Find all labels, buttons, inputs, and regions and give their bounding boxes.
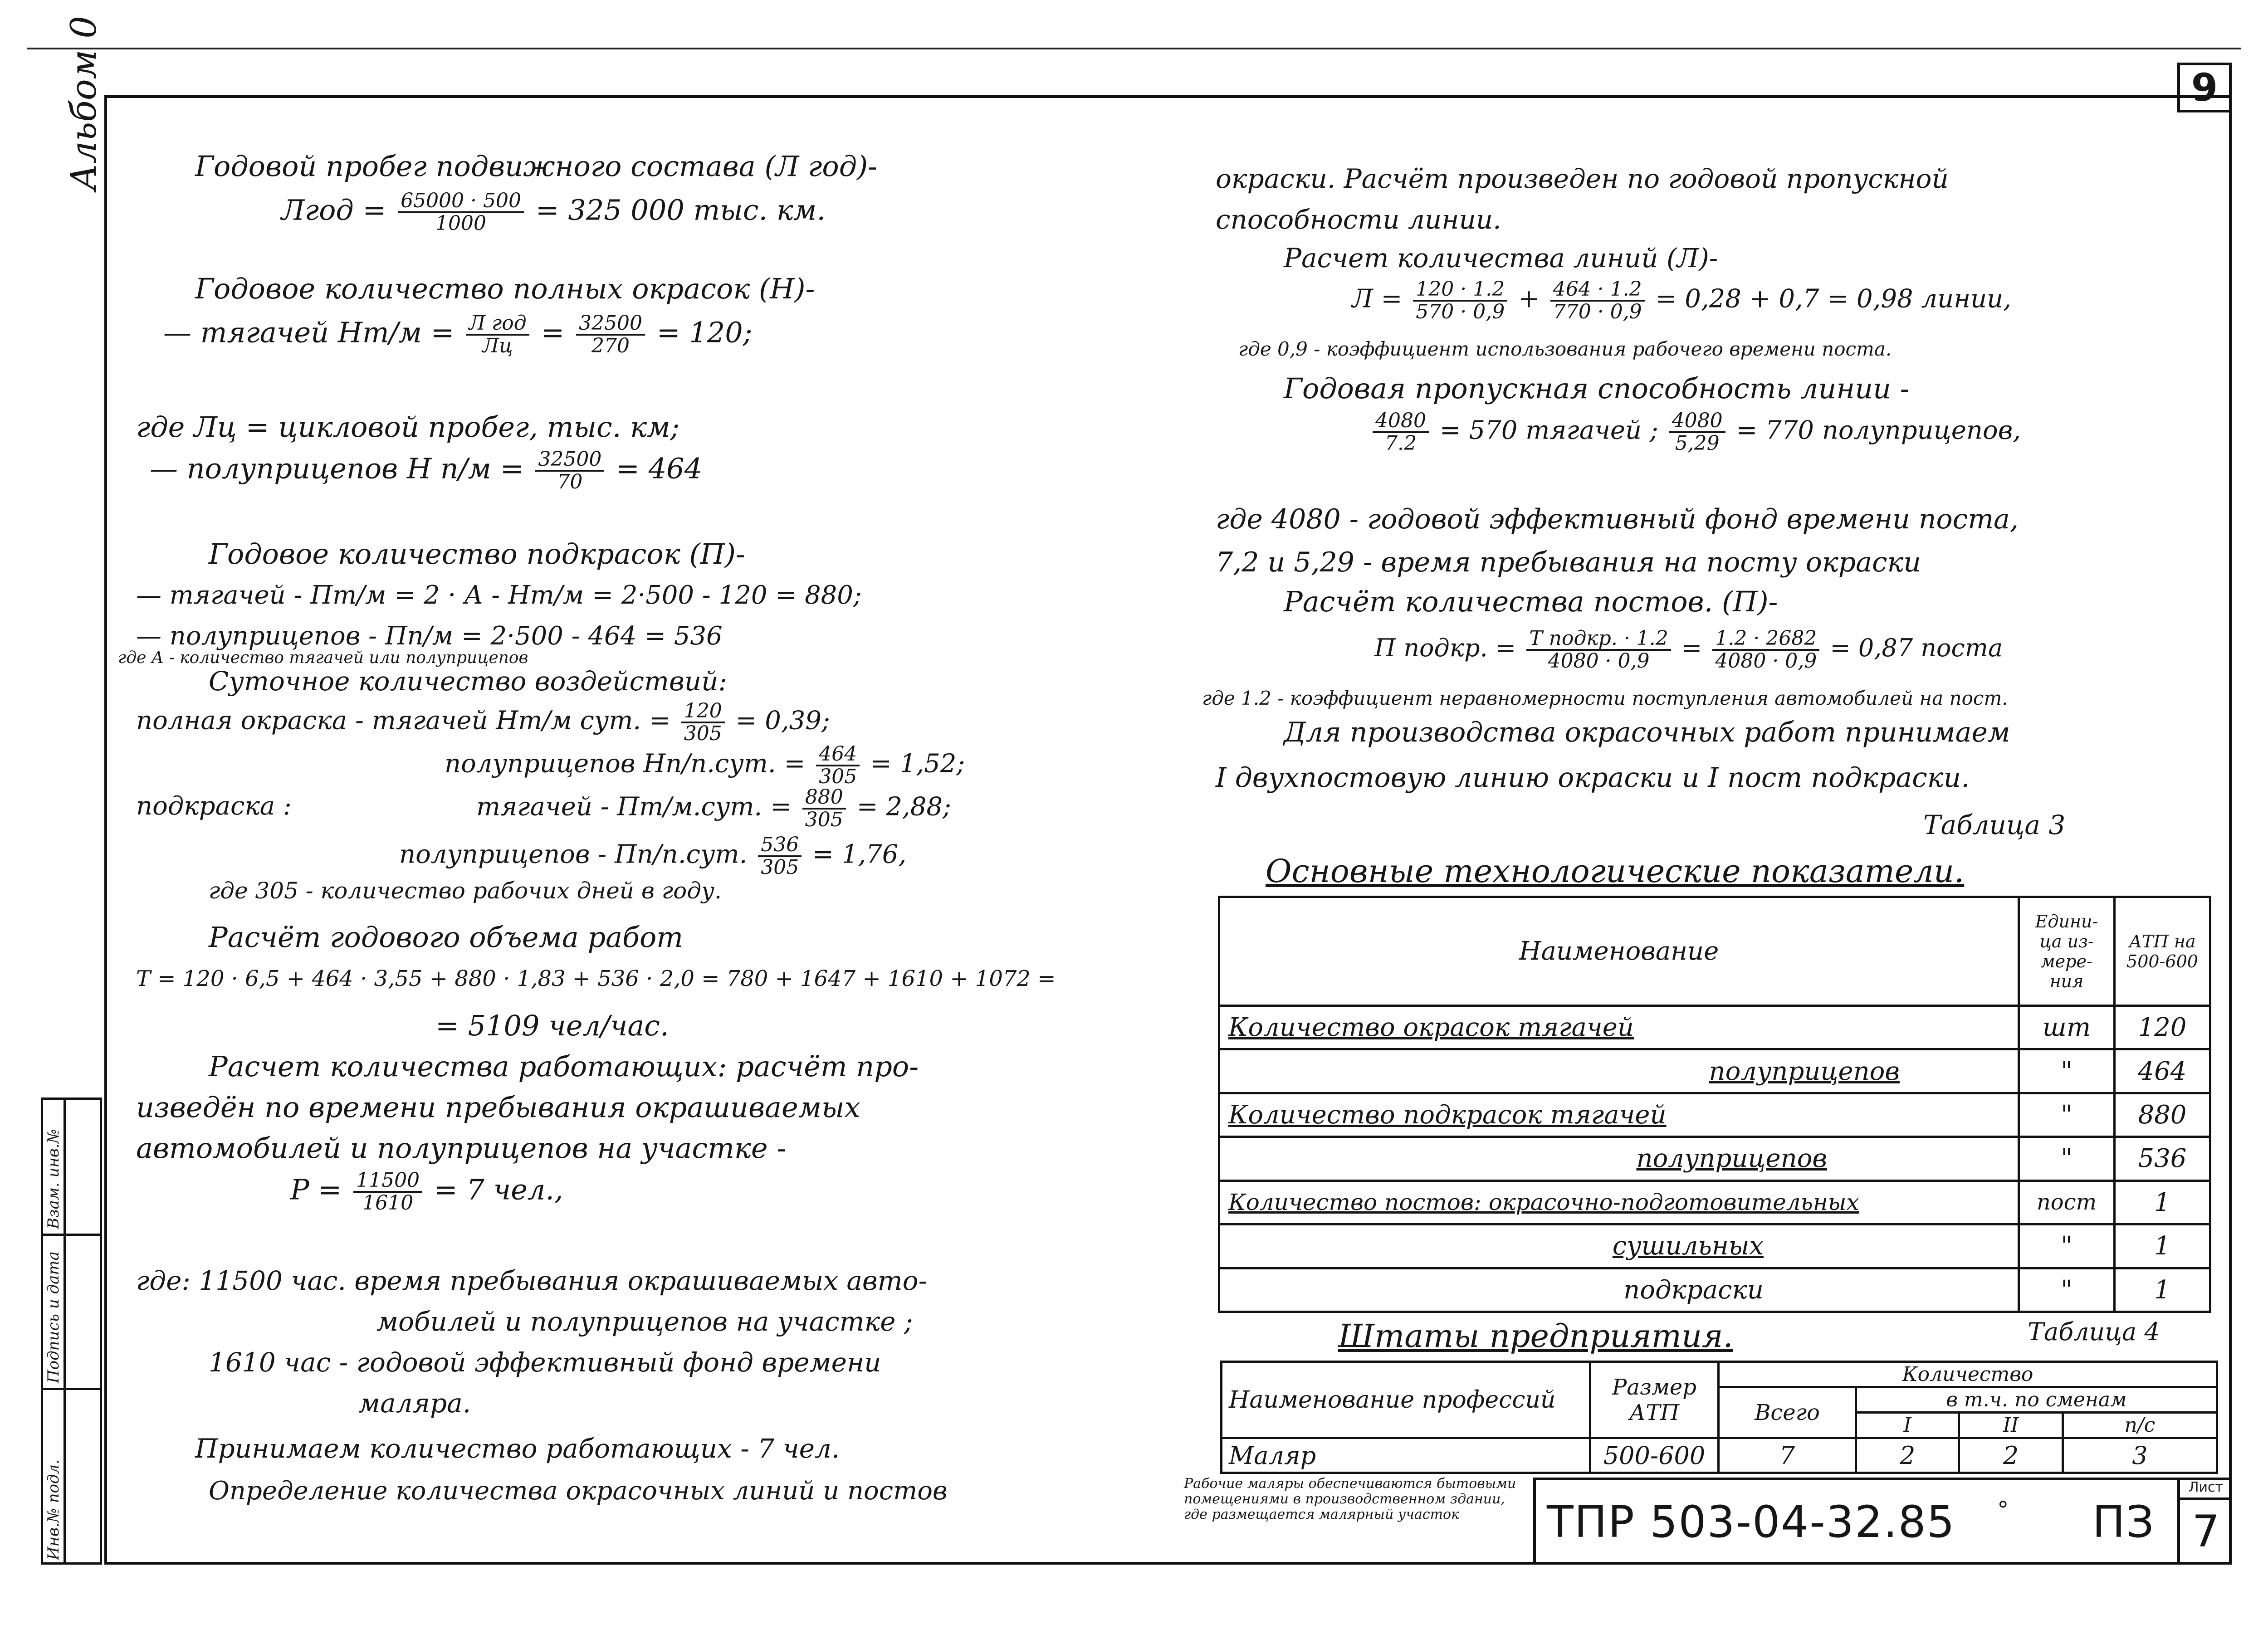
- daily-touch-tractors-prefix: тягачей - Пт/м.сут. =: [476, 792, 792, 822]
- fund-note-2: 7,2 и 5,29 - время пребывания на посту окраски: [1216, 546, 1921, 578]
- lines-note: где 0,9 - коэффициент использования рабочего времени поста.: [1238, 338, 1892, 360]
- fraction-denominator: 1610: [362, 1191, 414, 1215]
- daily-touch-trailers-result: = 1,76,: [812, 839, 907, 869]
- table3-cell-unit: пост: [2019, 1180, 2115, 1224]
- table3-cell-unit: ": [2019, 1268, 2115, 1312]
- top-border-line: [27, 48, 2241, 49]
- workers-lhs: Р =: [290, 1173, 342, 1206]
- capacity-fraction-1: [1373, 410, 1429, 454]
- table-row: [1219, 1006, 2210, 1049]
- equals-sign: =: [1681, 634, 1702, 663]
- fraction-denominator: 7.2: [1385, 432, 1417, 455]
- volume-formula: Т = 120 · 6,5 + 464 · 3,55 + 880 · 1,83 + 536 · 2,0 = 780 + 1647 + 1610 + 1072 =: [136, 966, 1056, 991]
- table-row: [1219, 1137, 2210, 1180]
- table4-header-count: Количество: [1719, 1362, 2217, 1387]
- workers-accept: Принимаем количество работающих - 7 чел.: [195, 1433, 840, 1464]
- a-note: где А - количество тягачей или полуприцепов: [118, 649, 528, 667]
- table4-header-shifts: в т.ч. по сменам: [1856, 1387, 2217, 1413]
- fraction-numerator: Т подкр. · 1.2: [1526, 628, 1671, 651]
- lines-fraction-1: [1413, 279, 1507, 322]
- lines-heading-right: Расчет количества линий (Л)-: [1284, 243, 1718, 273]
- table4-cell-size: 500-600: [1590, 1438, 1719, 1473]
- daily-full-tractors: [136, 701, 830, 744]
- accept-line-2: I двухпостовую линию окраски и I пост подкраски.: [1216, 762, 1970, 794]
- table4-header-profession: Наименование профессий: [1222, 1362, 1590, 1438]
- fraction-numerator: 32500: [576, 313, 645, 336]
- table3-cell-unit: ": [2019, 1224, 2115, 1268]
- fraction-numerator: 464 · 1.2: [1550, 279, 1645, 302]
- table-row: [1219, 1224, 2210, 1268]
- table3-title: Основные технологические показатели.: [1266, 853, 1965, 890]
- table4-cell-shift-1: 2: [1856, 1438, 1959, 1473]
- table3-cell-name: сушильных: [1219, 1224, 2019, 1268]
- fraction-denominator: 5,29: [1675, 432, 1720, 455]
- cycle-note: где Лц = цикловой пробег, тыс. км;: [136, 410, 680, 444]
- daily-touch-tractors-fraction: [802, 787, 846, 830]
- posts-result: = 0,87 поста: [1830, 634, 2003, 663]
- table3-cell-value: 464: [2115, 1049, 2210, 1093]
- sheet-cell: [2177, 1478, 2232, 1565]
- stamp-label-inv: Инв.№ подл.: [44, 1459, 63, 1560]
- table3-header-atp: АТП на 500-600: [2115, 897, 2210, 1006]
- tractors-fraction-2: [576, 313, 645, 356]
- table4-cell-profession: Маляр: [1222, 1438, 1590, 1473]
- fraction-denominator: 1000: [435, 212, 487, 235]
- table3-cell-value: 1: [2115, 1180, 2210, 1224]
- footer-note: Рабочие маляры обеспечиваются бытовыми помещениями в производственном здании, где размещается малярный участок: [1184, 1476, 1516, 1522]
- annual-run-formula: [281, 190, 826, 234]
- daily-full-trailers-prefix: полуприцепов Нп/п.сут. =: [445, 749, 806, 779]
- fraction-numerator: 120 · 1.2: [1413, 279, 1507, 302]
- document-suffix: ПЗ: [2092, 1497, 2155, 1547]
- capacity-result-1: = 570 тягачей ;: [1439, 415, 1658, 445]
- daily-full-trailers-fraction: [816, 744, 860, 787]
- fraction-denominator: 770 · 0,9: [1553, 300, 1642, 324]
- table3-cell-unit: ": [2019, 1049, 2115, 1093]
- fraction-numerator: 120: [681, 701, 725, 723]
- accept-line-1: Для производства окрасочных работ принимаем: [1284, 717, 2010, 748]
- table-row: [1222, 1438, 2217, 1473]
- daily-full-tractors-prefix: полная окраска - тягачей Нт/м сут. =: [136, 706, 670, 736]
- table3-cell-name: Количество окрасок тягачей: [1219, 1006, 2019, 1049]
- table3: [1218, 896, 2211, 1313]
- table3-label: Таблица 3: [1923, 810, 2066, 840]
- fraction-numerator: 32500: [535, 449, 604, 472]
- tractors-prefix: — тягачей Нт/м =: [163, 316, 455, 349]
- table4-header-total: Всего: [1719, 1387, 1856, 1438]
- table4-header-shift-1: I: [1856, 1413, 1959, 1438]
- daily-full-tractors-result: = 0,39;: [735, 706, 830, 736]
- fraction-numerator: 4080: [1373, 410, 1429, 433]
- table3-cell-unit: ": [2019, 1093, 2115, 1136]
- album-label: Альбом 0: [64, 16, 104, 190]
- table4: [1220, 1361, 2218, 1474]
- table4-title: Штаты предприятия.: [1338, 1317, 1733, 1355]
- fraction-numerator: 880: [802, 787, 846, 810]
- workers-note-4: маляра.: [358, 1388, 471, 1419]
- table4-cell-shift-2: 2: [1959, 1438, 2063, 1473]
- fraction-denominator: 305: [819, 765, 857, 789]
- fraction-denominator: 70: [557, 470, 583, 494]
- table-row: [1219, 1180, 2210, 1224]
- fraction-numerator: 464: [816, 744, 860, 766]
- document-code-dot: °: [1997, 1497, 2010, 1523]
- tractors-formula: [163, 313, 753, 356]
- daily-touch-trailers: [399, 834, 906, 878]
- trailers-fraction: [535, 449, 604, 493]
- fraction-denominator: 305: [684, 722, 722, 746]
- table3-cell-name: Количество постов: окрасочно-подготовительных: [1219, 1180, 2019, 1224]
- workers-line-1: Расчет количества работающих: расчёт про-: [209, 1050, 919, 1083]
- table4-label: Таблица 4: [2028, 1317, 2160, 1346]
- table3-cell-value: 880: [2115, 1093, 2210, 1136]
- annual-run-heading: Годовой пробег подвижного состава (Л год)-: [195, 150, 878, 183]
- lines-heading-left: Определение количества окрасочных линий и постов: [209, 1476, 948, 1506]
- posts-fraction-2: [1712, 628, 1819, 672]
- sheet-label: Лист: [2180, 1478, 2232, 1500]
- table-row: [1219, 1268, 2210, 1312]
- tractors-fraction-1: [466, 313, 529, 356]
- fraction-denominator: 270: [591, 334, 630, 358]
- posts-note: где 1.2 - коэффициент неравномерности поступления автомобилей на пост.: [1202, 687, 2008, 709]
- annual-run-fraction: [398, 190, 524, 234]
- stamp-divider: [41, 1388, 102, 1390]
- capacity-fraction-2: [1669, 410, 1725, 454]
- posts-heading: Расчёт количества постов. (П)-: [1284, 585, 1778, 618]
- fraction-denominator: 4080 · 0,9: [1548, 649, 1650, 673]
- table4-header-shift-2: II: [1959, 1413, 2063, 1438]
- fraction-denominator: Лц: [482, 334, 513, 358]
- volume-heading: Расчёт годового объема работ: [209, 921, 684, 954]
- fraction-denominator: 305: [761, 856, 799, 879]
- touchup-trailers: — полуприцепов - Пп/м = 2·500 - 464 = 536: [136, 621, 723, 651]
- fraction-numerator: Л год: [466, 313, 529, 336]
- daily-touch-tractors-result: = 2,88;: [856, 792, 951, 822]
- table4-cell-shift-3: 3: [2063, 1438, 2217, 1473]
- stamp-divider: [41, 1234, 102, 1236]
- table3-cell-name: Количество подкрасок тягачей: [1219, 1093, 2019, 1136]
- trailers-formula: [150, 449, 702, 493]
- table3-cell-value: 536: [2115, 1137, 2210, 1180]
- table3-cell-unit: шт: [2019, 1006, 2115, 1049]
- fraction-denominator: 570 · 0,9: [1416, 300, 1505, 324]
- daily-touch-label: подкраска :: [136, 791, 292, 821]
- table3-cell-name: подкраски: [1219, 1268, 2019, 1312]
- table4-header-shift-3: п/с: [2063, 1413, 2217, 1438]
- tractors-result: = 120;: [656, 316, 753, 349]
- trailers-result: = 464: [616, 452, 703, 485]
- fraction-numerator: 11500: [353, 1170, 422, 1193]
- table4-cell-total: 7: [1719, 1438, 1856, 1473]
- table3-header-row: [1219, 897, 2210, 1006]
- workdays-note: где 305 - количество рабочих дней в году.: [209, 878, 722, 904]
- table3-cell-value: 120: [2115, 1006, 2210, 1049]
- table3-header-unit: Едини-ца из-мере-ния: [2019, 897, 2115, 1006]
- cont-line-1: окраски. Расчёт произведен по годовой пропускной: [1216, 163, 1949, 194]
- fraction-numerator: 1.2 · 2682: [1712, 628, 1819, 651]
- fraction-denominator: 305: [805, 808, 843, 832]
- page-number-box: [2177, 63, 2232, 112]
- document-code-text: ТПР 503-04-32.85: [1547, 1497, 1955, 1547]
- fraction-denominator: 4080 · 0,9: [1715, 649, 1817, 673]
- fund-note-1: где 4080 - годовой эффективный фонд времени поста,: [1216, 503, 2019, 535]
- capacity-heading: Годовая пропускная способность линии -: [1284, 372, 1910, 405]
- stamp-label-signature: Подпись и дата: [44, 1251, 63, 1383]
- capacity-result-2: = 770 полуприцепов,: [1736, 415, 2021, 445]
- touchup-tractors: — тягачей - Пт/м = 2 · А - Нт/м = 2·500 - 120 = 880;: [136, 580, 862, 610]
- table3-cell-name: полуприцепов: [1219, 1137, 2019, 1180]
- annual-run-result: = 325 000 тыс. км.: [535, 193, 826, 227]
- lines-result: = 0,28 + 0,7 = 0,98 линии,: [1655, 284, 2012, 314]
- annual-run-lhs: Лгод =: [281, 193, 386, 227]
- table3-cell-value: 1: [2115, 1268, 2210, 1312]
- fraction-numerator: 536: [758, 834, 802, 857]
- table-row: [1219, 1049, 2210, 1093]
- posts-formula: [1374, 628, 2003, 672]
- stamp-divider: [64, 1097, 66, 1565]
- lines-formula: [1352, 279, 2011, 322]
- fraction-numerator: 4080: [1669, 410, 1725, 433]
- table4-header-row-1: [1222, 1362, 2217, 1387]
- lines-fraction-2: [1550, 279, 1645, 322]
- full-paint-heading: Годовое количество полных окрасок (Н)-: [195, 272, 815, 305]
- workers-line-2: изведён по времени пребывания окрашиваемых: [136, 1091, 860, 1124]
- page-number: 9: [2191, 65, 2218, 110]
- table3-cell-name: полуприцепов: [1219, 1049, 2019, 1093]
- workers-note-2: мобилей и полуприцепов на участке ;: [376, 1306, 913, 1337]
- equals-sign: =: [541, 316, 565, 349]
- cont-line-2: способности линии.: [1216, 204, 1501, 235]
- workers-note-1: где: 11500 час. время пребывания окрашиваемых авто-: [136, 1265, 928, 1296]
- touchup-heading: Годовое количество подкрасок (П)-: [209, 537, 745, 571]
- daily-full-tractors-fraction: [681, 701, 725, 744]
- table4-header-size: Размер АТП: [1590, 1362, 1719, 1438]
- posts-fraction-1: [1526, 628, 1671, 672]
- table3-cell-unit: ": [2019, 1137, 2115, 1180]
- posts-lhs: П подкр. =: [1374, 634, 1516, 663]
- table3-cell-value: 1: [2115, 1224, 2210, 1268]
- sheet-number: 7: [2192, 1506, 2220, 1557]
- daily-touch-trailers-fraction: [758, 834, 802, 878]
- table3-header-name: Наименование: [1219, 897, 2019, 1006]
- workers-formula: [290, 1170, 563, 1214]
- daily-touch-trailers-prefix: полуприцепов - Пп/п.сут.: [399, 839, 748, 869]
- volume-result: = 5109 чел/час.: [435, 1009, 669, 1042]
- workers-note-3: 1610 час - годовой эффективный фонд времени: [209, 1347, 881, 1378]
- daily-full-trailers: [445, 744, 965, 787]
- daily-full-trailers-result: = 1,52;: [870, 749, 965, 779]
- workers-result: = 7 чел.,: [434, 1173, 563, 1206]
- lines-plus: +: [1518, 284, 1540, 314]
- document-code: [1547, 1497, 2155, 1547]
- workers-line-3: автомобилей и полуприцепов на участке -: [136, 1132, 787, 1165]
- lines-lhs: Л =: [1352, 284, 1403, 314]
- table-row: [1219, 1093, 2210, 1136]
- daily-touch-tractors: [476, 787, 951, 830]
- workers-fraction: [353, 1170, 422, 1214]
- daily-heading: Суточное количество воздействий:: [209, 666, 727, 697]
- fraction-numerator: 65000 · 500: [398, 190, 524, 213]
- stamp-label-replace: Взам. инв.№: [44, 1129, 63, 1229]
- capacity-formula: [1370, 410, 2021, 454]
- trailers-prefix: — полуприцепов Н п/м =: [150, 452, 524, 485]
